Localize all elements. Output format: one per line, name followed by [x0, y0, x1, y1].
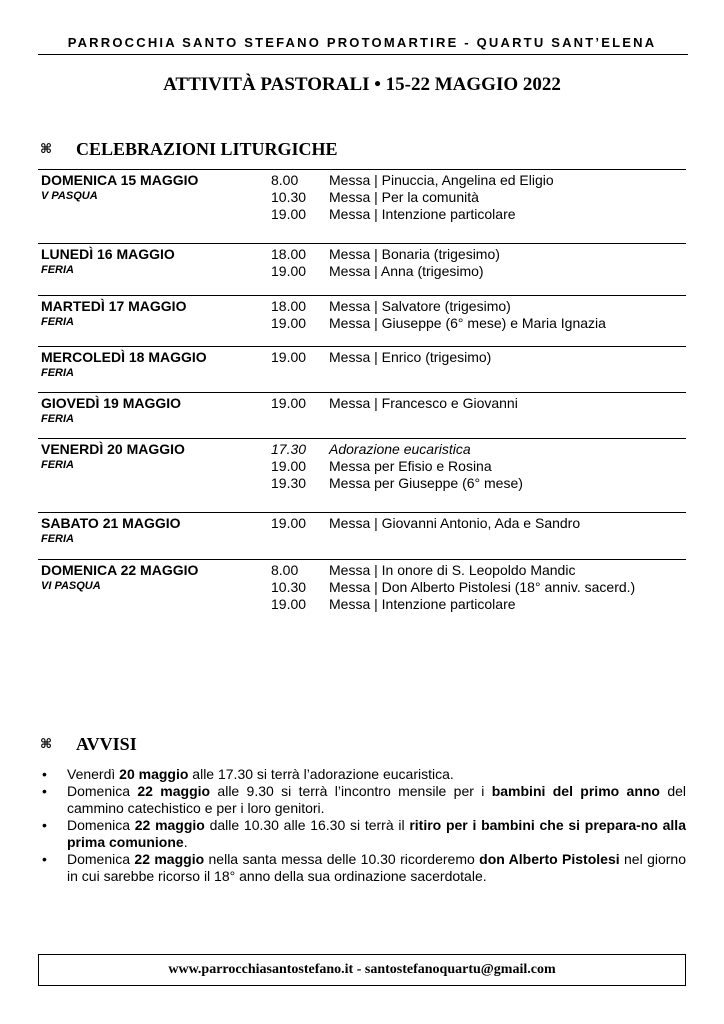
day-row	[38, 296, 686, 347]
notice-text: dalle 10.30 alle 16.30 si terrà il	[204, 817, 410, 833]
bullet-icon: •	[42, 766, 47, 782]
list-item	[40, 817, 686, 851]
event-row	[271, 579, 686, 596]
notice-text: del cammino catechistico e per i loro genitori.	[67, 783, 687, 816]
event-time: 10.30	[271, 579, 307, 595]
event-row	[271, 189, 686, 206]
notice-date: 22 maggio	[134, 851, 205, 867]
place-of-interest-icon: ⌘	[40, 141, 53, 156]
day-row	[38, 244, 686, 296]
event-text: Messa | Intenzione particolare	[329, 596, 516, 612]
event-time: 18.00	[271, 298, 307, 314]
page-title: ATTIVITÀ PASTORALI • 15-22 MAGGIO 2022	[163, 74, 561, 95]
day-row	[38, 393, 686, 439]
event-text: Messa | Intenzione particolare	[329, 206, 516, 222]
place-of-interest-icon: ⌘	[40, 736, 53, 751]
notice-text: nella santa messa delle 10.30 ricorderemo	[204, 851, 480, 867]
event-time: 19.00	[271, 395, 307, 411]
list-item	[40, 766, 686, 783]
event-text: Messa | Bonaria (trigesimo)	[329, 246, 500, 262]
event-text: Messa | Salvatore (trigesimo)	[329, 298, 511, 314]
event-time: 19.00	[271, 206, 307, 222]
bullet-icon: •	[42, 851, 47, 867]
event-text: Messa per Giuseppe (6° mese)	[329, 475, 523, 491]
celebrazioni-heading	[40, 138, 338, 160]
day-name: VENERDÌ 20 MAGGIO	[41, 441, 185, 457]
notice-date: 22 maggio	[134, 817, 205, 833]
notice-text: Domenica	[67, 851, 135, 867]
notice-date: 20 maggio	[119, 766, 189, 782]
day-name: DOMENICA 22 MAGGIO	[41, 562, 199, 578]
notice-text: Venerdì	[67, 766, 120, 782]
contact-footer	[38, 954, 686, 986]
day-liturgy: FERIA	[41, 533, 74, 545]
list-item	[40, 851, 686, 885]
notice-emphasis: ritiro per i bambini che si prepara-no alla prima comunione	[67, 817, 686, 850]
day-name: GIOVEDÌ 19 MAGGIO	[41, 395, 182, 411]
header-divider	[38, 54, 688, 55]
day-name: LUNEDÌ 16 MAGGIO	[41, 246, 175, 262]
event-text: Messa | Francesco e Giovanni	[329, 395, 518, 411]
list-item	[40, 783, 686, 817]
day-row	[38, 347, 686, 393]
notice-text: .	[183, 834, 188, 850]
bullet-icon: •	[42, 817, 47, 833]
event-time: 8.00	[271, 562, 299, 578]
event-row	[271, 596, 686, 613]
notice-text: nel giorno in cui sarebbe ricorso il 18° anno della sua ordinazione sacerdotale.	[67, 851, 686, 884]
event-row	[271, 441, 686, 458]
event-text: Messa | Giuseppe (6° mese) e Maria Ignazia	[329, 315, 606, 331]
event-row	[271, 206, 686, 223]
schedule-table	[38, 169, 686, 613]
event-row	[271, 315, 686, 332]
notice-text: Domenica	[67, 783, 138, 799]
event-text: Messa | Per la comunità	[329, 189, 479, 205]
day-name: MERCOLEDÌ 18 MAGGIO	[41, 349, 207, 365]
day-row	[38, 439, 686, 513]
event-time: 19.00	[271, 458, 307, 474]
event-text: Messa | In onore di S. Leopoldo Mandic	[329, 562, 576, 578]
event-time: 19.00	[271, 349, 307, 365]
day-liturgy: FERIA	[41, 264, 74, 276]
day-liturgy: FERIA	[41, 413, 74, 425]
event-text: Messa | Anna (trigesimo)	[329, 263, 484, 279]
avvisi-list	[40, 766, 686, 885]
event-text: Messa per Efisio e Rosina	[329, 458, 492, 474]
day-name: DOMENICA 15 MAGGIO	[41, 172, 199, 188]
event-time: 18.00	[271, 246, 307, 262]
event-row	[271, 515, 686, 532]
event-row	[271, 395, 686, 412]
avvisi-heading	[40, 733, 137, 755]
notice-text: Domenica	[67, 817, 135, 833]
event-row	[271, 172, 686, 189]
notice-text: alle 17.30 si terrà l’adorazione eucaristica.	[188, 766, 454, 782]
day-name: SABATO 21 MAGGIO	[41, 515, 181, 531]
day-liturgy: FERIA	[41, 459, 74, 471]
event-row	[271, 298, 686, 315]
event-row	[271, 562, 686, 579]
day-row	[38, 560, 686, 613]
day-row	[38, 513, 686, 560]
event-text: Messa | Giovanni Antonio, Ada e Sandro	[329, 515, 581, 531]
event-time: 19.00	[271, 596, 307, 612]
event-time: 19.00	[271, 315, 307, 331]
event-time: 8.00	[271, 172, 299, 188]
notice-emphasis: don Alberto Pistolesi	[479, 851, 620, 867]
event-text: Messa | Enrico (trigesimo)	[329, 349, 492, 365]
event-row	[271, 475, 686, 492]
event-row	[271, 263, 686, 280]
event-time: 19.30	[271, 475, 307, 491]
notice-emphasis: bambini del primo anno	[491, 783, 660, 799]
notice-date: 22 maggio	[137, 783, 211, 799]
bullet-icon: •	[42, 783, 47, 799]
event-row	[271, 458, 686, 475]
event-time: 19.00	[271, 263, 307, 279]
contact-text: www.parrocchiasantostefano.it - santostefanoquartu@gmail.com	[168, 962, 556, 977]
event-time: 17.30	[271, 441, 307, 457]
event-time: 19.00	[271, 515, 307, 531]
event-text: Messa | Don Alberto Pistolesi (18° anniv. sacerd.)	[329, 579, 636, 595]
event-time: 10.30	[271, 189, 307, 205]
event-row	[271, 349, 686, 366]
avvisi-heading-label: AVVISI	[76, 733, 137, 754]
celebrazioni-heading-label: CELEBRAZIONI LITURGICHE	[76, 138, 338, 159]
parish-header: PARROCCHIA SANTO STEFANO PROTOMARTIRE - QUARTU SANT’ELENA	[67, 35, 657, 50]
day-row	[38, 170, 686, 244]
day-liturgy: VI PASQUA	[41, 580, 101, 592]
day-liturgy: FERIA	[41, 367, 74, 379]
notice-text: alle 9.30 si terrà l’incontro mensile per i	[210, 783, 492, 799]
event-row	[271, 246, 686, 263]
day-name: MARTEDÌ 17 MAGGIO	[41, 298, 187, 314]
day-liturgy: V PASQUA	[41, 190, 98, 202]
event-text: Messa | Pinuccia, Angelina ed Eligio	[329, 172, 554, 188]
event-text: Adorazione eucaristica	[329, 441, 471, 457]
day-liturgy: FERIA	[41, 316, 74, 328]
